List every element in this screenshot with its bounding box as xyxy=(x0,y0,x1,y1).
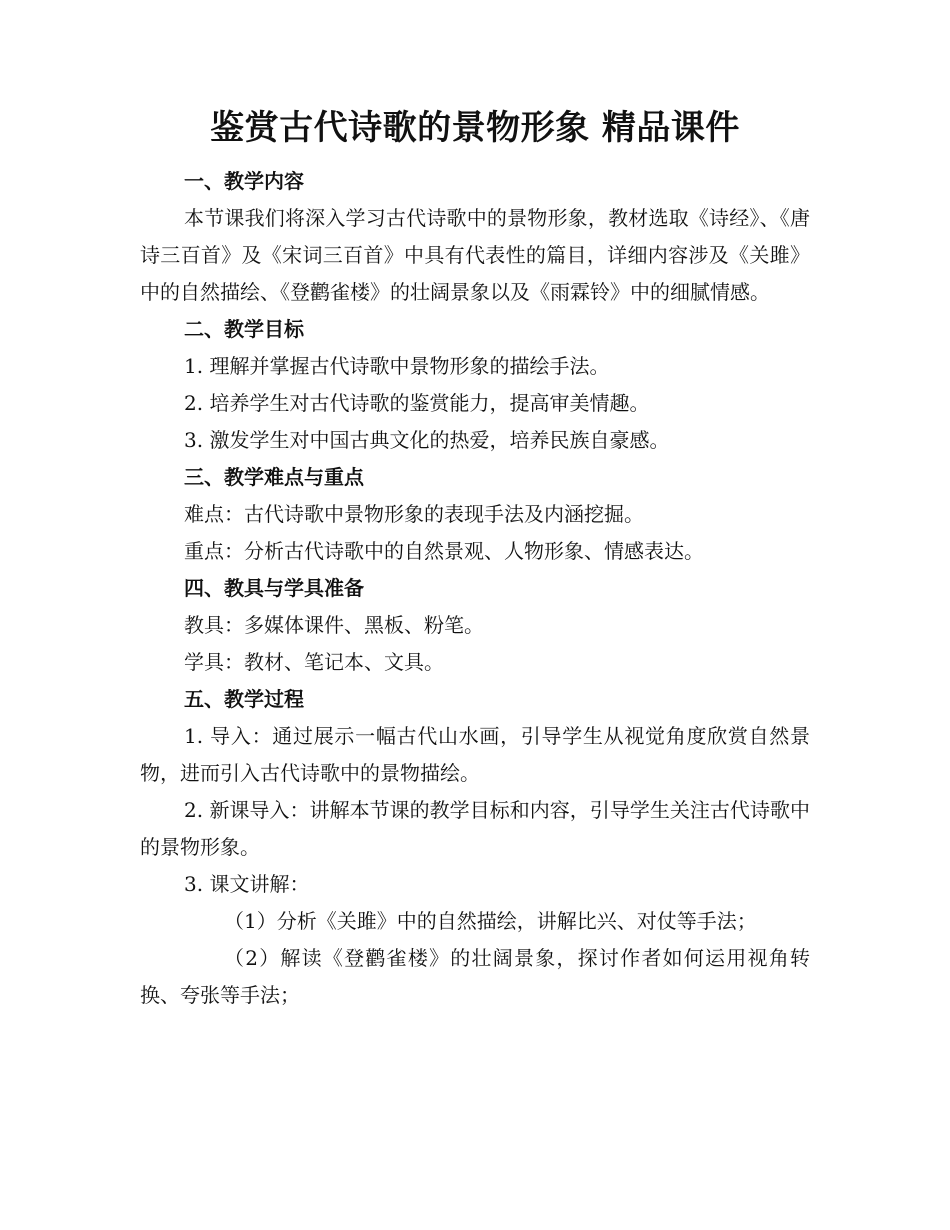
teaching-content-paragraph: 本节课我们将深入学习古代诗歌中的景物形象，教材选取《诗经》、《唐诗三百首》及《宋词三百首》中具有代表性的篇目，详细内容涉及《关雎》中的自然描绘、《登鹳雀楼》的壮阔景象以及《雨霖铃》中的细腻情感。 xyxy=(140,205,810,304)
process-item: 2. 新课导入：讲解本节课的教学目标和内容，引导学生关注古代诗歌中的景物形象。 xyxy=(140,797,810,859)
section-heading-teaching-process: 五、教学过程 xyxy=(184,686,304,711)
document-title: 鉴赏古代诗歌的景物形象 精品课件 xyxy=(210,108,740,148)
teacher-aids-item: 教具：多媒体课件、黑板、粉笔。 xyxy=(184,612,484,637)
process-item: 1. 导入：通过展示一幅古代山水画，引导学生从视觉角度欣赏自然景物，进而引入古代诗歌中的景物描绘。 xyxy=(140,723,810,785)
document-page xyxy=(140,108,810,1014)
process-subitem: （1）分析《关雎》中的自然描绘，讲解比兴、对仗等手法； xyxy=(224,908,757,933)
student-aids-item: 学具：教材、笔记本、文具。 xyxy=(184,649,444,674)
process-item: 3. 课文讲解： xyxy=(184,871,310,896)
difficulty-item: 难点：古代诗歌中景物形象的表现手法及内涵挖掘。 xyxy=(184,501,644,526)
section-heading-teaching-goals: 二、教学目标 xyxy=(184,316,304,341)
goal-item: 2. 培养学生对古代诗歌的鉴赏能力，提高审美情趣。 xyxy=(184,390,650,415)
section-heading-difficulties-focus: 三、教学难点与重点 xyxy=(184,464,364,489)
section-heading-teaching-content: 一、教学内容 xyxy=(184,168,304,193)
focus-item: 重点：分析古代诗歌中的自然景观、人物形象、情感表达。 xyxy=(184,538,704,563)
goal-item: 1. 理解并掌握古代诗歌中景物形象的描绘手法。 xyxy=(184,353,610,378)
process-subitem: （2）解读《登鹳雀楼》的壮阔景象，探讨作者如何运用视角转换、夸张等手法； xyxy=(140,945,810,1007)
section-heading-teaching-aids: 四、教具与学具准备 xyxy=(184,575,364,600)
goal-item: 3. 激发学生对中国古典文化的热爱，培养民族自豪感。 xyxy=(184,427,670,452)
